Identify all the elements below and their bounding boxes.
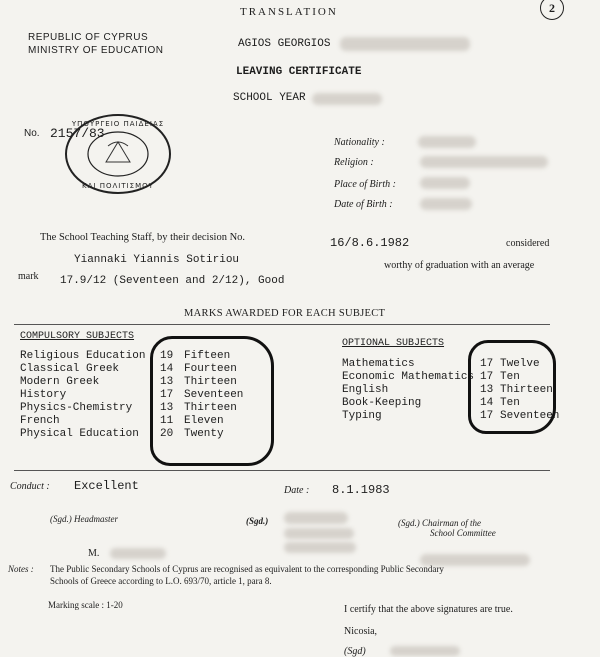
redacted-nationality [418, 136, 476, 148]
final-sgd-label: (Sgd) [344, 646, 366, 657]
redacted-school [340, 37, 470, 51]
translation-heading: TRANSLATION [240, 6, 338, 18]
school-year-label: SCHOOL YEAR [233, 92, 306, 104]
footer-divider [14, 470, 550, 471]
notes-label: Notes : [8, 564, 34, 574]
redacted-school-year [312, 93, 382, 105]
list-item: Modern Greek 13 Thirteen [20, 376, 237, 388]
worthy-text: worthy of graduation with an average [384, 260, 535, 271]
list-item: Mathematics 17 Twelve [342, 358, 540, 370]
list-item: Typing 17 Seventeen [342, 410, 560, 422]
ministry-label: MINISTRY OF EDUCATION [28, 45, 164, 56]
list-item: Physical Education 20 Twenty [20, 428, 224, 440]
svg-text:ΚΑΙ ΠΟΛΙΤΙΣΜΟΥ: ΚΑΙ ΠΟΛΙΤΙΣΜΟΥ [82, 182, 154, 190]
headmaster-signature: (Sgd.) Headmaster [50, 514, 118, 524]
certification-text: I certify that the above signatures are true. [344, 604, 513, 615]
ministry-seal [62, 112, 174, 196]
list-item: Physics-Chemistry 13 Thirteen [20, 402, 237, 414]
decision-number: 16/8.6.1982 [330, 236, 410, 250]
list-item: Economic Mathematics 17 Ten [342, 371, 520, 383]
religion-label: Religion : [334, 157, 374, 168]
conduct-label: Conduct : [10, 481, 50, 492]
date-of-birth-label: Date of Birth : [334, 199, 393, 210]
redacted-date-of-birth [420, 198, 472, 210]
notes-line-1: The Public Secondary Schools of Cyprus are recognised as equivalent to the corresponding Public Secondary [50, 564, 444, 574]
nationality-label: Nationality : [334, 137, 385, 148]
marks-heading: MARKS AWARDED FOR EACH SUBJECT [184, 308, 386, 319]
certificate-title: LEAVING CERTIFICATE [236, 66, 362, 78]
decision-text: The School Teaching Staff, by their decision No. [40, 232, 246, 243]
list-item: French 11 Eleven [20, 415, 224, 427]
mark-label: mark [18, 271, 39, 282]
svg-text:ΥΠΟΥΡΓΕΙΟ ΠΑΙΔΕΙΑΣ: ΥΠΟΥΡΓΕΙΟ ΠΑΙΔΕΙΑΣ [71, 120, 165, 128]
list-item: Book-Keeping 14 Ten [342, 397, 520, 409]
page-corner-mark: 2 [540, 0, 564, 20]
date-label: Date : [284, 485, 310, 496]
committee-label: School Committee [430, 528, 496, 538]
redacted-name [110, 548, 166, 559]
considered-label: considered [506, 238, 550, 249]
nicosia-label: Nicosia, [344, 626, 378, 637]
sgd-label: (Sgd.) [246, 516, 269, 526]
certificate-number: 2157/83 [50, 126, 105, 141]
marks-divider [14, 324, 550, 325]
chairman-label: (Sgd.) Chairman of the [398, 518, 481, 528]
redacted-signature-1 [284, 512, 348, 524]
student-name: Yiannaki Yiannis Sotiriou [74, 254, 240, 266]
list-item: Classical Greek 14 Fourteen [20, 363, 237, 375]
place-of-birth-label: Place of Birth : [334, 179, 396, 190]
school-name: AGIOS GEORGIOS [238, 38, 331, 50]
republic-label: REPUBLIC OF CYPRUS [28, 32, 149, 43]
list-item: History 17 Seventeen [20, 389, 244, 401]
compulsory-marks-circle [150, 336, 274, 466]
redacted-signature-2 [284, 528, 354, 539]
marking-scale: Marking scale : 1-20 [48, 600, 123, 610]
redacted-final-signature [390, 646, 460, 656]
average-mark: 17.9/12 (Seventeen and 2/12), Good [60, 275, 285, 287]
list-item: Religious Education 19 Fifteen [20, 350, 231, 362]
notes-line-2: Schools of Greece according to L.O. 693/70, article 1, para 8. [50, 576, 272, 586]
redacted-place-of-birth [420, 177, 470, 189]
optional-heading: OPTIONAL SUBJECTS [342, 338, 445, 349]
redacted-religion [420, 156, 548, 168]
list-item: English 13 Thirteen [342, 384, 553, 396]
compulsory-heading: COMPULSORY SUBJECTS [20, 331, 135, 342]
date-value: 8.1.1983 [332, 483, 390, 497]
conduct-value: Excellent [74, 479, 139, 493]
m-label: M. [88, 548, 100, 559]
number-label: No. [24, 128, 40, 139]
redacted-signature-3 [284, 542, 356, 553]
optional-marks-circle [468, 340, 556, 434]
